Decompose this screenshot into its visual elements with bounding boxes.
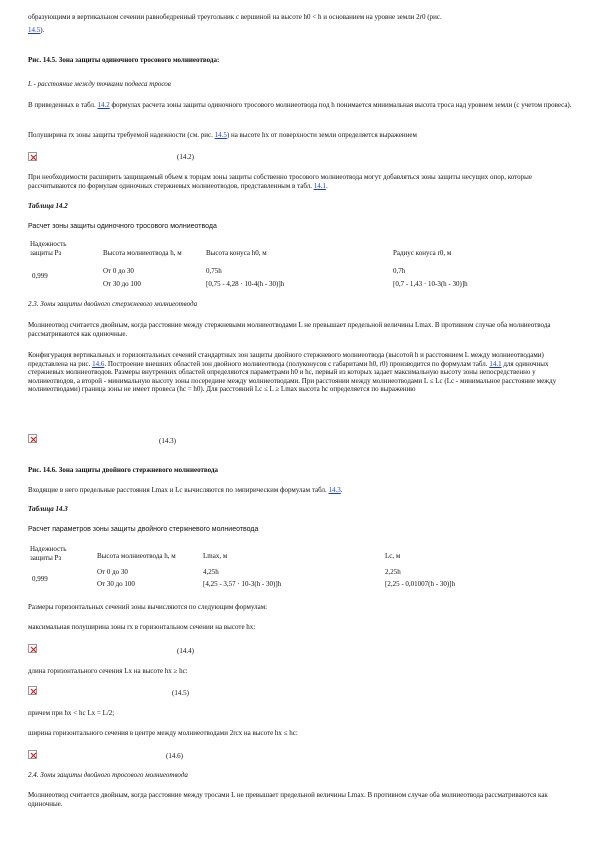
table3-header-reliability: Надежность защиты Pз (30, 545, 67, 562)
table2-header-cone-radius: Радиус конуса r0, м (393, 249, 452, 257)
paragraph-width-center: ширина горизонтального сечения в центре между молниеотводами 2rcx на высоте hx ≤ hc: (28, 729, 298, 737)
paragraph-table-ref: В приведенных в табл. 14.2 формулах расчета зоны защиты одиночного тросового молниеотвода под h понимается минимальная высота троса над уровнем земли (с учетом провеса). (28, 101, 572, 109)
paragraph-double-cable: Молниеотвод считается двойным, когда расстояние между тросами L не превышает предельной величины Lmax. В противном случае оба молниеотвода рассматриваются как одиночные. (28, 791, 548, 808)
table2-cell: От 0 до 30 (103, 267, 134, 275)
formula-number-14-4: (14.4) (177, 647, 194, 655)
paragraph-configuration: Конфигурация вертикальных и горизонтальных сечений стандартных зон защиты двойного стержневого молниеотвода (высотой h и расстоянием L между молниеотводами) представлена на рис. 14.6. Построение внешних областей зон двойного молниеотвода (полуконусов с габаритами h0, r0) производится по формулам табл. 14.1 для одиночных стержневых молниеотводов. Размеры внутренних областей определяются параметрами h0 и hc, первый из которых задает максимальную высоту зоны непосредственно у молниеотводов, а второй - минимальную высоту зоны посередине между молниеотводами. При расстоянии между молниеотводами L ≤ Lc (Lc - минимальное расстояние между молниеотводами) граница зоны не имеет провеса (hc = h0). Для расстояний Lc ≤ L ≥ Lmax высота hc определяется по выражению (28, 351, 557, 393)
broken-image-icon (30, 688, 37, 695)
paragraph-max-halfwidth: максимальная полуширина зоны rx в горизонтальном сечении на высоте hx: (28, 623, 256, 631)
formula-image-14-3 (28, 434, 37, 443)
table3-cell: От 30 до 100 (97, 580, 135, 588)
link-fig-14-6[interactable]: 14.6 (92, 359, 105, 368)
paragraph-condition: причем при hx < hc Lx = L/2; (28, 709, 115, 717)
table2-header-height: Высота молниеотвода h, м (103, 249, 182, 257)
broken-image-icon (30, 436, 37, 443)
link-fig-14-5-b[interactable]: 14.5 (214, 131, 227, 139)
formula-image-14-6 (28, 750, 37, 759)
table3-header-height: Высота молниеотвода h, м (97, 552, 176, 560)
paragraph-cone: образующими в вертикальном сечении равнобедренный треугольник с вершиной на высоте h0 < h и основанием на уровне земли 2r0 (рис. (28, 13, 442, 21)
figure-caption-14-6: Рис. 14.6. Зона защиты двойного стержневого молниеотвода (28, 466, 218, 474)
table2-cell: [0,7 - 1,43 · 10-3(h - 30)]h (393, 280, 468, 288)
table2-cell: От 30 до 100 (103, 280, 141, 288)
table2-cell: 0,75h (206, 267, 222, 275)
section-heading-2-3: 2.3. Зоны защиты двойного стержневого молниеотвода (28, 300, 198, 308)
table3-header-lc: Lc, м (385, 552, 401, 560)
broken-image-icon (30, 646, 37, 653)
table2-header-cone-height: Высота конуса h0, м (206, 249, 267, 257)
table2-reliability-value: 0,999 (32, 272, 48, 280)
paragraph-halfwidth: Полуширина rx зоны защиты требуемой надежности (см. рис. 14.5) на высоте hx от поверхности земли определяется выражением (28, 131, 417, 139)
paragraph-sections: Размеры горизонтальных сечений зоны вычисляются по следующим формулам: (28, 603, 268, 611)
table2-header-reliability: Надежность защиты Pз (30, 240, 67, 257)
figure-caption-14-5: Рис. 14.5. Зона защиты одиночного тросового молниеотвода: (28, 56, 220, 64)
broken-image-icon (30, 752, 37, 759)
table3-cell: [4,25 - 3,57 · 10-3(h - 30)]h (203, 580, 282, 588)
table3-cell: От 0 до 30 (97, 568, 128, 576)
link-table-14-2[interactable]: 14.2 (97, 101, 110, 109)
table-label-14-2: Таблица 14.2 (28, 202, 68, 210)
formula-number-14-3: (14.3) (159, 437, 176, 445)
table2-cell: 0,7h (393, 267, 406, 275)
paragraph-expand: При необходимости расширить защищаемый объем к торцам зоны защиты собственно тросового молниеотвода могут добавляться зоны защиты несущих опор, которые рассчитываются по формулам одиночных стержневых молниеотводов, представленным в табл. 14.1. (28, 173, 532, 190)
paragraph-limits: Входящие в него предельные расстояния Lmax и Lc вычисляются по эмпирическим формулам табл. 14.3. (28, 486, 343, 494)
figure-legend-14-5: L - расстояние между точками подвеса тросов (28, 80, 171, 88)
table3-cell: 2,25h (385, 568, 401, 576)
formula-number-14-5: (14.5) (172, 689, 189, 697)
table3-cell: 4,25h (203, 568, 219, 576)
link-fig-14-5[interactable]: 14.5 (28, 26, 41, 34)
table3-cell: [2,25 - 0,01007(h - 30)]h (385, 580, 455, 588)
formula-number-14-2: (14.2) (177, 153, 194, 161)
link-table-14-3[interactable]: 14.3 (328, 486, 341, 494)
section-heading-2-4: 2.4. Зоны защиты двойного тросового молниеотвода (28, 771, 188, 779)
table-title-14-2: Расчет зоны защиты одиночного тросового молниеотвода (28, 223, 217, 230)
link-table-14-1[interactable]: 14.1 (313, 182, 326, 190)
formula-image-14-2 (28, 152, 37, 161)
formula-number-14-6: (14.6) (166, 752, 183, 760)
paragraph-double-rod: Молниеотвод считается двойным, когда расстояние между стержневыми молниеотводами L не превышает предельной величины Lmax. В противном случае оба молниеотвода рассматриваются как одиночные. (28, 321, 551, 338)
broken-image-icon (30, 154, 37, 161)
paragraph-cone-end: 14.5). (28, 26, 45, 34)
table3-reliability-value: 0,999 (32, 575, 48, 583)
table-label-14-3: Таблица 14.3 (28, 505, 68, 513)
formula-image-14-4 (28, 644, 37, 653)
table3-header-lmax: Lmax, м (203, 552, 228, 560)
table-title-14-3: Расчет параметров зоны защиты двойного стержневого молниеотвода (28, 526, 259, 533)
formula-image-14-5 (28, 686, 37, 695)
link-table-14-1-b[interactable]: 14.1 (489, 359, 502, 368)
table2-cell: [0,75 - 4,28 · 10-4(h - 30)]h (206, 280, 285, 288)
paragraph-length: длина горизонтального сечения Lx на высоте hx ≥ hc: (28, 667, 188, 675)
